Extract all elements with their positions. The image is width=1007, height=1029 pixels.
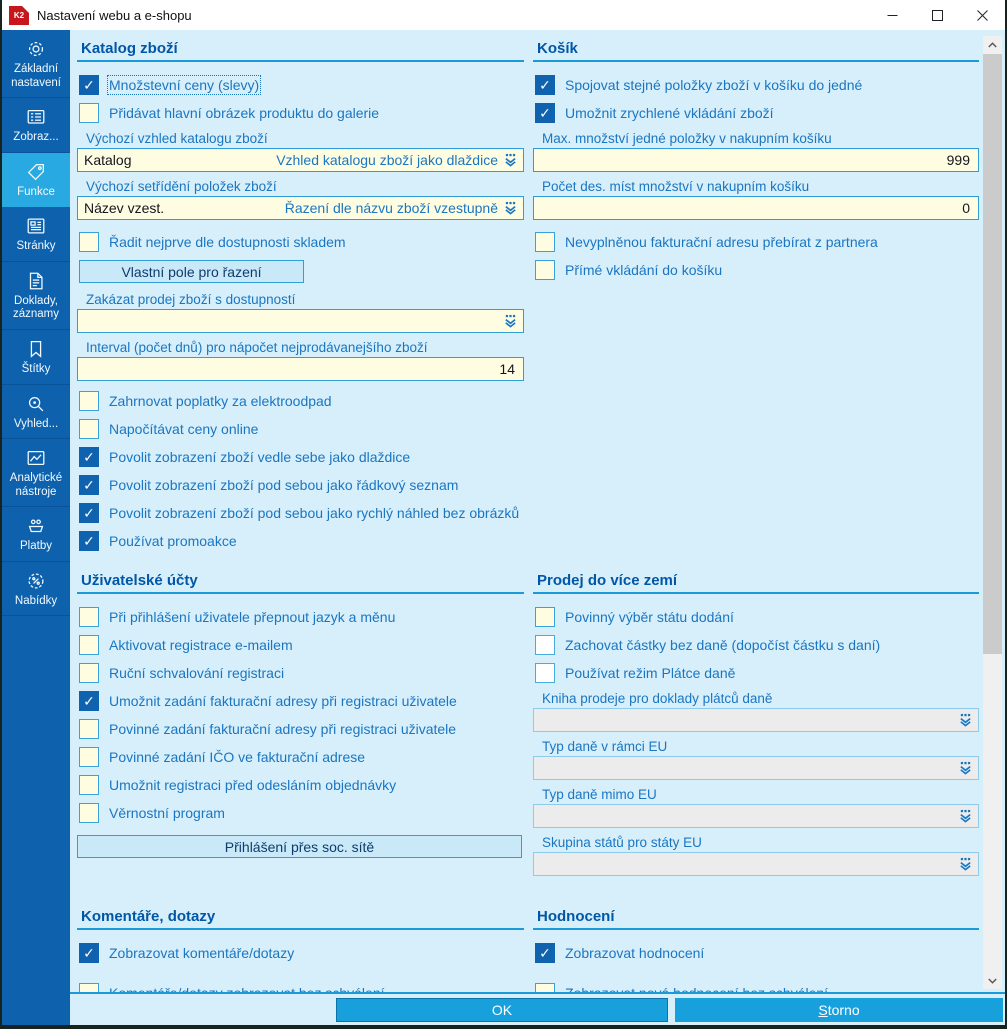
field-label: Typ daně mimo EU: [542, 787, 657, 802]
field-label: Zakázat prodej zboží s dostupností: [86, 292, 296, 307]
sidebar-item-doklady-zaznamy[interactable]: [2, 262, 70, 330]
checkbox-row[interactable]: [79, 419, 524, 439]
sidebar-item-nabidky[interactable]: [2, 562, 70, 617]
section-rule: [77, 928, 524, 930]
checkbox-row[interactable]: [79, 531, 524, 551]
checkbox-row[interactable]: [79, 719, 524, 739]
sidebar-item-vyhledavani[interactable]: [2, 385, 70, 440]
checkbox-row[interactable]: [535, 260, 979, 280]
checkbox-row[interactable]: [79, 75, 524, 95]
ok-button[interactable]: OK: [336, 998, 668, 1022]
gear-icon: [25, 38, 47, 60]
field-label: Kniha prodeje pro doklady plátců daně: [542, 691, 773, 706]
checkbox-label: Používat režim Plátce daně: [565, 665, 736, 681]
checkbox-label: Povinné zadání fakturační adresy při registraci uživatele: [109, 721, 457, 737]
checkbox[interactable]: [79, 775, 99, 795]
checkbox-label: Povinné zadání IČO ve fakturační adrese: [109, 749, 366, 765]
section-rule: [77, 60, 524, 62]
section-rule: [533, 60, 979, 62]
analytics-icon: [25, 447, 47, 469]
minimize-button[interactable]: [870, 0, 915, 30]
checkbox[interactable]: [79, 503, 99, 523]
maximize-icon: [932, 10, 943, 21]
section-prodej-do-vice-zemi: [533, 570, 979, 906]
combo-kniha-prodeje: [533, 708, 979, 732]
checkbox-label: Nevyplněnou fakturační adresu přebírat z partnera: [565, 234, 878, 250]
dropdown-icon: [958, 761, 973, 775]
field-value: 0: [962, 200, 970, 216]
checkbox-label: Povolit zobrazení zboží pod sebou jako řádkový seznam: [109, 477, 459, 493]
section-katalog-zbozi: [77, 38, 524, 570]
storno-button[interactable]: Storno: [675, 998, 1003, 1022]
section-rule: [533, 592, 979, 594]
pocet-des-mist-input[interactable]: [533, 196, 979, 220]
checkbox[interactable]: [79, 103, 99, 123]
sidebar-item-label: Stránky: [16, 240, 56, 253]
sidebar-item-stranky[interactable]: [2, 207, 70, 262]
vlastni-pole-button[interactable]: Vlastní pole pro řazení: [79, 260, 304, 283]
search-icon: [25, 393, 47, 415]
sidebar: [2, 30, 70, 1025]
checkbox[interactable]: [535, 232, 555, 252]
checkbox-row[interactable]: [79, 447, 524, 467]
section-rule: [77, 592, 524, 594]
checkbox-label: Umožnit zrychlené vkládání zboží: [565, 105, 774, 121]
checkbox-row: [535, 663, 979, 683]
settings-panel: [70, 30, 1005, 1025]
scroll-down-button[interactable]: [983, 972, 1002, 989]
checkbox[interactable]: [79, 531, 99, 551]
titlebar: [2, 0, 1005, 30]
interval-input[interactable]: [77, 357, 524, 381]
checkbox-label: Zobrazovat hodnocení: [565, 945, 705, 961]
checkbox-label: Zachovat částky bez daně (dopočíst částku s daní): [565, 637, 881, 653]
vertical-scrollbar[interactable]: [983, 36, 1002, 989]
field-label: Max. množství jedné položky v nakupním košíku: [542, 131, 832, 146]
checkbox-label: Ruční schvalování registraci: [109, 665, 285, 681]
checkbox-label: Povinný výběr státu dodání: [565, 609, 734, 625]
section-uzivatelske-ucty: [77, 570, 524, 906]
chevron-up-icon: [988, 42, 997, 48]
section-title: Katalog zboží: [81, 40, 178, 57]
sidebar-item-label: Zobraz...: [13, 131, 59, 144]
dropdown-icon[interactable]: [503, 201, 518, 215]
checkbox[interactable]: [535, 943, 555, 963]
tag-icon: [25, 161, 47, 183]
checkbox[interactable]: [79, 391, 99, 411]
checkbox-label: Při přihlášení uživatele přepnout jazyk a měnu: [109, 609, 396, 625]
field-label: Výchozí setřídění položek zboží: [86, 179, 277, 194]
field-value: 999: [946, 152, 970, 168]
checkbox-row[interactable]: [79, 775, 524, 795]
checkbox-label: Používat promoakce: [109, 533, 237, 549]
section-title: Košík: [537, 40, 578, 57]
checkbox[interactable]: [79, 75, 99, 95]
checkbox-label: Zahrnovat poplatky za elektroodpad: [109, 393, 332, 409]
max-mnozstvi-input[interactable]: [533, 148, 979, 172]
combo-vychozi-vzhled[interactable]: [77, 148, 524, 172]
checkbox[interactable]: [535, 103, 555, 123]
checkbox-row[interactable]: [79, 663, 524, 683]
checkbox-row[interactable]: [79, 635, 524, 655]
dropdown-icon[interactable]: [503, 314, 518, 328]
sidebar-item-label: Štítky: [21, 362, 51, 375]
checkbox-row[interactable]: [535, 607, 979, 627]
section-title: Hodnocení: [537, 908, 615, 925]
checkbox[interactable]: [535, 260, 555, 280]
checkbox-label: Věrnostní program: [109, 805, 225, 821]
checkbox[interactable]: [535, 607, 555, 627]
sidebar-item-funkce[interactable]: [2, 153, 70, 208]
checkbox-row[interactable]: [79, 503, 524, 523]
checkbox-label: Zobrazovat komentáře/dotazy: [109, 945, 295, 961]
dropdown-icon: [958, 809, 973, 823]
percent-icon: [25, 570, 47, 592]
checkbox-label: Napočítávat ceny online: [109, 421, 259, 437]
sidebar-item-label: Platby: [20, 540, 52, 553]
checkbox-label: Množstevní ceny (slevy): [109, 77, 260, 93]
checkbox-row[interactable]: [79, 607, 524, 627]
checkbox-label: Spojovat stejné položky zboží v košíku do jedné: [565, 77, 863, 93]
sidebar-item-label: Analytické nástroje: [9, 472, 63, 498]
section-title: Komentáře, dotazy: [81, 908, 216, 925]
checkbox-label: Povolit zobrazení zboží pod sebou jako rychlý náhled bez obrázků: [109, 505, 520, 521]
checkbox-row[interactable]: [79, 391, 524, 411]
field-label: Počet des. míst množství v nakupním košíku: [542, 179, 810, 194]
section-rule: [533, 928, 979, 930]
combo-typ-dane-mimo-eu: [533, 804, 979, 828]
scrollbar-thumb[interactable]: [983, 54, 1002, 654]
minimize-icon: [887, 10, 898, 21]
sidebar-item-label: Nabídky: [14, 594, 58, 607]
scroll-region: [70, 30, 1005, 992]
checkbox[interactable]: [79, 419, 99, 439]
checkbox: [535, 635, 555, 655]
sidebar-item-analyticke-nastroje[interactable]: [2, 439, 70, 507]
checkbox[interactable]: [79, 691, 99, 711]
checkbox-label: Přidávat hlavní obrázek produktu do galerie: [109, 105, 380, 121]
checkbox-label: Řadit nejprve dle dostupnosti skladem: [109, 234, 346, 250]
close-button[interactable]: [960, 0, 1005, 30]
checkbox[interactable]: [535, 75, 555, 95]
checkbox-label: Umožnit zadání fakturační adresy při registraci uživatele: [109, 693, 457, 709]
sidebar-item-zakladni-nastaveni[interactable]: [2, 30, 70, 98]
combo-zakazat-prodej[interactable]: [77, 309, 524, 333]
field-label: Typ daně v rámci EU: [542, 739, 668, 754]
maximize-button[interactable]: [915, 0, 960, 30]
combo-typ-dane-eu: [533, 756, 979, 780]
combo-vychozi-setrideni[interactable]: [77, 196, 524, 220]
pages-icon: [25, 215, 47, 237]
section-title: Uživatelské účty: [81, 572, 198, 589]
checkbox-row[interactable]: [79, 103, 524, 123]
checkbox-row[interactable]: [79, 803, 524, 823]
checkbox[interactable]: [79, 803, 99, 823]
window-title: Nastavení webu a e-shopu: [37, 7, 192, 23]
combo-description: Řazení dle názvu zboží vzestupně: [284, 200, 498, 216]
display-icon: [25, 106, 47, 128]
checkbox-row: [535, 635, 979, 655]
sidebar-item-platby[interactable]: [2, 507, 70, 562]
section-title: Prodej do více zemí: [537, 572, 678, 589]
payments-icon: [25, 515, 47, 537]
sidebar-item-label: Doklady, záznamy: [12, 294, 60, 321]
sidebar-item-label: Vyhled...: [13, 417, 59, 430]
scroll-up-button[interactable]: [983, 36, 1002, 53]
footer-button-bar: [70, 994, 1005, 1025]
checkbox[interactable]: [79, 635, 99, 655]
checkbox-row[interactable]: [79, 691, 524, 711]
field-label: Skupina států pro státy EU: [542, 835, 702, 850]
checkbox-label: Aktivovat registrace e-mailem: [109, 637, 293, 653]
dropdown-icon: [958, 857, 973, 871]
checkbox[interactable]: [79, 943, 99, 963]
dropdown-icon: [958, 713, 973, 727]
field-label: Interval (počet dnů) pro nápočet nejprodávanejšího zboží: [86, 340, 428, 355]
checkbox-row[interactable]: [79, 943, 524, 963]
checkbox-label: Umožnit registraci před odesláním objednávky: [109, 777, 397, 793]
checkbox-row[interactable]: [535, 232, 979, 252]
bookmark-icon: [25, 338, 47, 360]
combo-value: Název vzest.: [84, 200, 165, 216]
checkbox-label: Povolit zobrazení zboží vedle sebe jako dlaždice: [109, 449, 411, 465]
combo-description: Vzhled katalogu zboží jako dlaždice: [276, 152, 498, 168]
section-kosik: [533, 38, 979, 570]
checkbox[interactable]: [79, 747, 99, 767]
chevron-down-icon: [988, 978, 997, 984]
app-logo-icon: K2: [9, 6, 29, 25]
checkbox-row[interactable]: [79, 747, 524, 767]
sidebar-item-zobrazeni[interactable]: [2, 98, 70, 153]
close-icon: [977, 10, 988, 21]
document-icon: [25, 270, 47, 292]
checkbox-row[interactable]: [79, 232, 524, 252]
checkbox[interactable]: [79, 607, 99, 627]
sidebar-item-stitky[interactable]: [2, 330, 70, 385]
dropdown-icon[interactable]: [503, 153, 518, 167]
window-controls: [870, 0, 1005, 30]
checkbox[interactable]: [79, 232, 99, 252]
checkbox-label: Přímé vkládání do košíku: [565, 262, 723, 278]
checkbox[interactable]: [79, 663, 99, 683]
checkbox-row[interactable]: [535, 103, 979, 123]
sidebar-item-label: Základní nastavení: [11, 63, 61, 89]
checkbox-row[interactable]: [535, 75, 979, 95]
checkbox-row[interactable]: [535, 943, 979, 963]
checkbox-row[interactable]: [79, 475, 524, 495]
field-label: Výchozí vzhled katalogu zboží: [86, 131, 268, 146]
checkbox[interactable]: [79, 475, 99, 495]
sidebar-item-label: Funkce: [17, 185, 55, 198]
checkbox[interactable]: [79, 447, 99, 467]
checkbox: [535, 663, 555, 683]
combo-value: Katalog: [84, 152, 132, 168]
prihlaseni-soc-site-button[interactable]: Přihlášení přes soc. sítě: [77, 835, 522, 858]
checkbox[interactable]: [79, 719, 99, 739]
field-value: 14: [499, 361, 515, 377]
combo-skupina-statu: [533, 852, 979, 876]
